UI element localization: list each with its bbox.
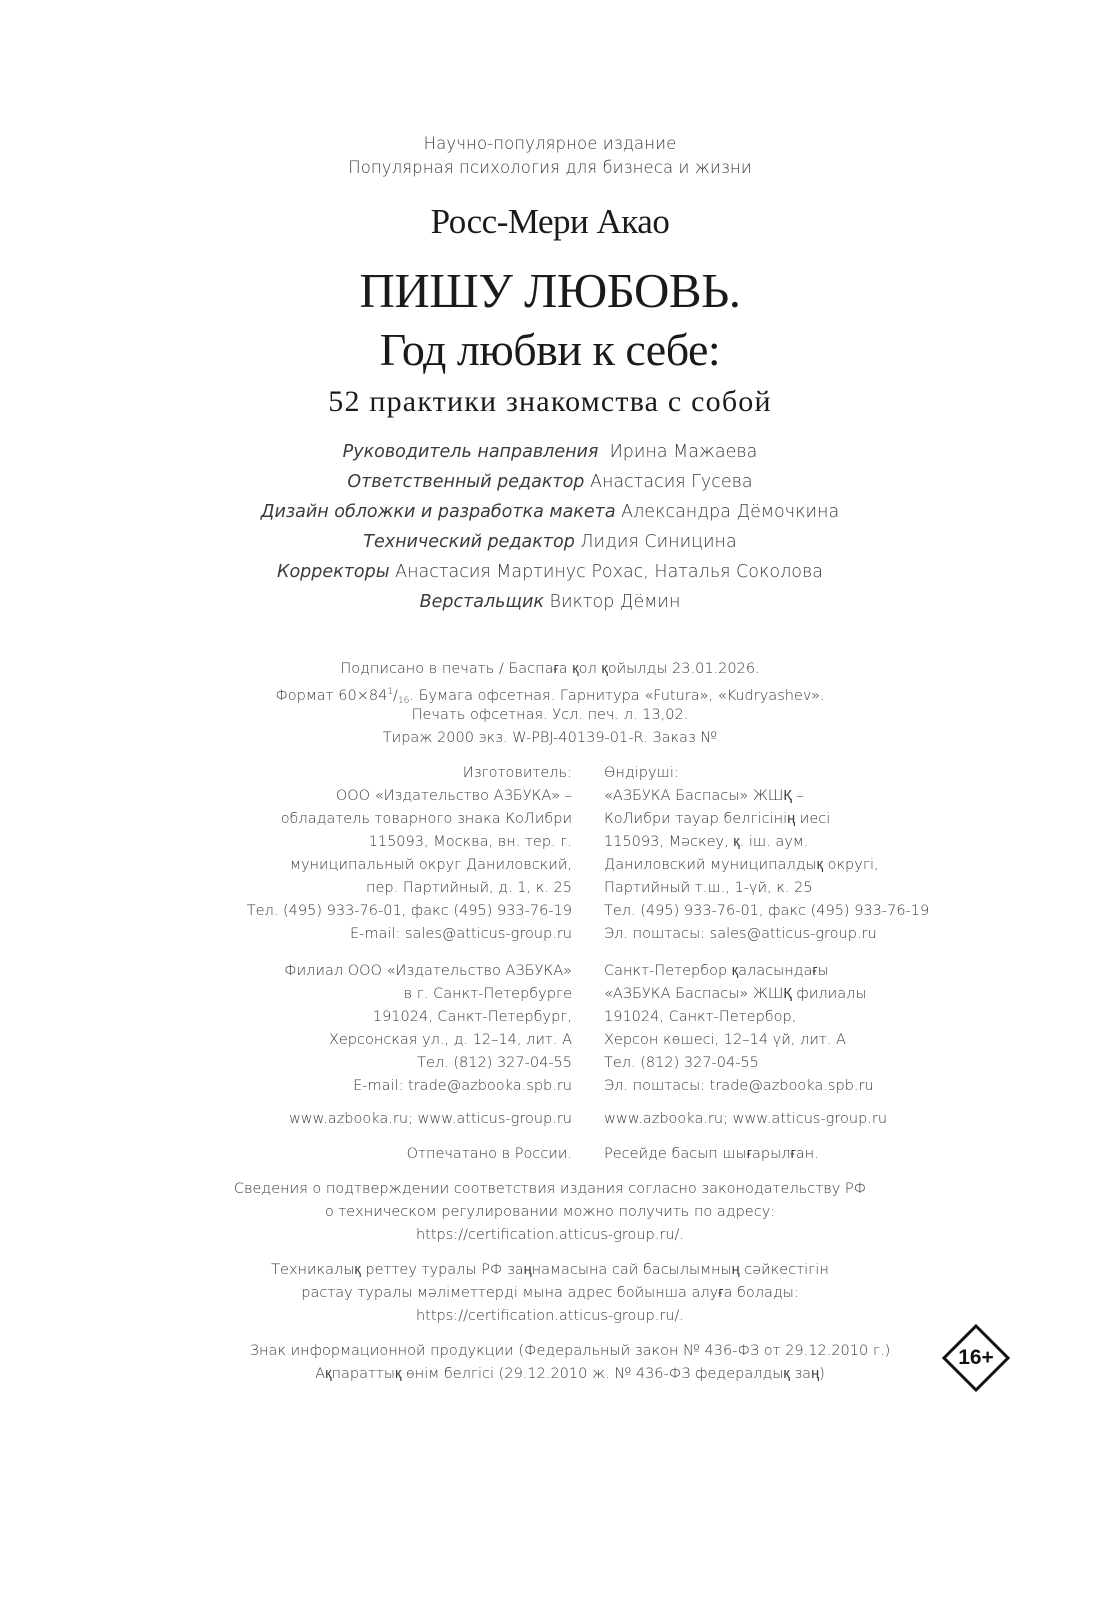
series-line: Популярная психология для бизнеса и жизни — [348, 158, 752, 177]
websites-kz: www.azbooka.ru; www.atticus-group.ru — [604, 1111, 888, 1127]
certification-link: https://certification.atticus-group.ru/. — [415, 1227, 685, 1243]
credit-role: Руководитель направления — [342, 442, 599, 462]
credit-role: Ответственный редактор — [347, 472, 585, 492]
certification-link: https://certification.atticus-group.ru/. — [415, 1308, 685, 1324]
credit-name: Анастасия Гусева — [590, 472, 753, 492]
credit-role: Технический редактор — [363, 532, 575, 552]
genre-line: Научно-популярное издание — [423, 134, 677, 153]
title-line-1: ПИШУ ЛЮБОВЬ. — [359, 263, 741, 318]
credit-line — [0, 557, 1100, 587]
email-ru: E-mail: sales@atticus-group.ru — [349, 926, 572, 942]
branch-ru: Филиал ООО «Издательство АЗБУКА» в г. Санкт-Петербурге 191024, Санкт-Петербург, Херсонская ул., д. 12–14, лит. А Тел. (812) 327-04-55 E-mail: trade@azbooka.spb.ru — [284, 963, 572, 1094]
age-notice-kz: Ақпараттық өнім белгісі (29.12.2010 ж. № 436-ФЗ федералдық заң) — [315, 1366, 825, 1382]
signed-line: Подписано в печать / Баспаға қол қойылды 23.01.2026. — [340, 661, 760, 677]
age-rating-label: 16+ — [958, 1346, 994, 1369]
printed-in-kz: Ресейде басып шығарылған. — [604, 1146, 819, 1162]
branch-kz: Санкт-Петербор қаласындағы «АЗБУКА Баспасы» ЖШҚ филиалы 191024, Санкт-Петербор, Херсон көшесі, 12–14 үй, лит. А Тел. (812) 327-04-55 Эл. поштасы: trade@azbooka.spb.ru — [604, 963, 874, 1094]
title-line-2: Год любви к себе: — [379, 324, 721, 375]
email-kz: Эл. поштасы: sales@atticus-group.ru — [604, 926, 877, 942]
age-rating-badge — [942, 1324, 1010, 1392]
credit-line — [0, 437, 1100, 467]
credit-line — [0, 527, 1100, 557]
credit-line — [0, 587, 1100, 617]
credit-role: Дизайн обложки и разработка макета — [260, 502, 616, 522]
circulation-line: Тираж 2000 экз. W-PBJ-40139-01-R. Заказ № — [382, 730, 718, 746]
subtitle: 52 практики знакомства с собой — [328, 385, 772, 418]
age-notice-ru: Знак информационной продукции (Федеральный закон № 436-ФЗ от 29.12.2010 г.) — [249, 1343, 891, 1359]
credit-role: Корректоры — [277, 562, 390, 582]
format-line: Формат $60\times 84^1/_{16}$. Бумага офсетная. Гарнитура «Futura», «Kudryashev». — [275, 687, 825, 706]
credit-name: Александра Дёмочкина — [621, 502, 840, 522]
credit-name: Виктор Дёмин — [549, 592, 681, 612]
credit-name: Анастасия Мартинус Рохас, Наталья Соколова — [395, 562, 823, 582]
printed-in-ru: Отпечатано в России. — [406, 1146, 572, 1162]
print-line: Печать офсетная. Усл. печ. л. 13,02. — [411, 707, 689, 723]
manufacturer-kz: Өндіруші: «АЗБУКА Баспасы» ЖШҚ – КоЛибри тауар белгісінің иесі 115093, Мәскеу, қ. іш. аум. Даниловский муниципалдық округі, Партийный т.ш., 1-үй, к. 25 Тел. (495) 933-76-01, факс (495) 933-76-19 Эл. поштасы: sales@atticus-group.ru — [604, 762, 929, 946]
credit-name: Лидия Синицина — [580, 532, 737, 552]
manufacturer-ru: Изготовитель: ООО «Издательство АЗБУКА» – обладатель товарного знака КоЛибри 115093, Москва, вн. тер. г. муниципальный округ Даниловский, пер. Партийный, д. 1, к. 25 Тел. (495) 933-76-01, факс (495) 933-76-19 E-mail: sales@atticus-group.ru — [247, 762, 572, 946]
author-name: Росс-Мери Акао — [430, 202, 670, 241]
credit-line — [0, 497, 1100, 527]
credit-role: Верстальщик — [419, 592, 544, 612]
credit-name: Ирина Мажаева — [609, 442, 758, 462]
credit-line — [0, 467, 1100, 497]
websites-ru: www.azbooka.ru; www.atticus-group.ru — [288, 1111, 572, 1127]
